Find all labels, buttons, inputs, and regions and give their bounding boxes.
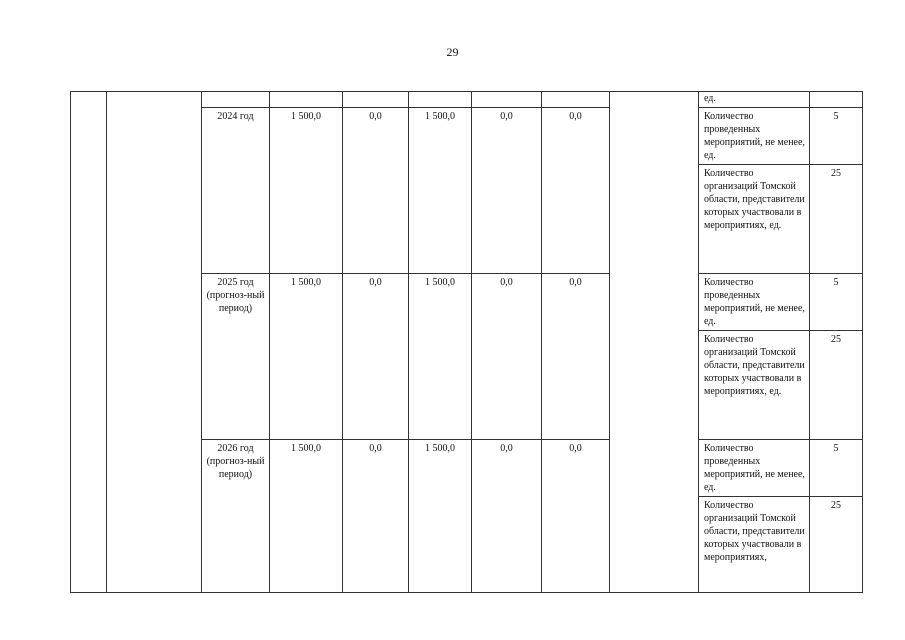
amount-cell: [343, 92, 409, 108]
indicator-text-cell: Количество организаций Томской области, представители которых участвовали в мероприятиях, ед.: [699, 331, 810, 440]
year-cell: [202, 92, 270, 108]
amount-cell: 0,0: [542, 440, 610, 593]
row-number-cell: [71, 92, 107, 593]
amount-cell: 0,0: [542, 274, 610, 440]
amount-cell: 0,0: [472, 440, 542, 593]
amount-cell: [409, 92, 472, 108]
amount-cell: 1 500,0: [270, 274, 343, 440]
indicator-value-cell: 25: [810, 165, 863, 274]
page-number: 29: [446, 45, 459, 59]
executor-cell: [610, 92, 699, 593]
amount-cell: [542, 92, 610, 108]
indicator-text-cell: Количество проведенных мероприятий, не менее, ед.: [699, 440, 810, 497]
program-table: [70, 91, 863, 593]
amount-cell: 0,0: [472, 274, 542, 440]
amount-cell: 1 500,0: [270, 440, 343, 593]
indicator-text-cell: Количество проведенных мероприятий, не менее, ед.: [699, 274, 810, 331]
indicator-text-cell: Количество проведенных мероприятий, не менее, ед.: [699, 108, 810, 165]
amount-cell: 0,0: [542, 108, 610, 274]
amount-cell: 0,0: [343, 108, 409, 274]
amount-cell: 1 500,0: [409, 108, 472, 274]
amount-cell: 1 500,0: [409, 274, 472, 440]
table-row: [71, 92, 863, 108]
amount-cell: 0,0: [343, 274, 409, 440]
amount-cell: 0,0: [343, 440, 409, 593]
indicator-value-cell: 25: [810, 331, 863, 440]
year-cell: 2024 год: [202, 108, 270, 274]
indicator-value-cell: 25: [810, 497, 863, 593]
indicator-text-cell: ед.: [699, 92, 810, 108]
indicator-value-cell: [810, 92, 863, 108]
year-cell: 2025 год (прогноз-ный период): [202, 274, 270, 440]
indicator-value-cell: 5: [810, 108, 863, 165]
amount-cell: [472, 92, 542, 108]
event-name-cell: [107, 92, 202, 593]
amount-cell: 1 500,0: [270, 108, 343, 274]
indicator-text-cell: Количество организаций Томской области, представители которых участвовали в мероприятиях,: [699, 497, 810, 593]
indicator-value-cell: 5: [810, 274, 863, 331]
year-cell: 2026 год (прогноз-ный период): [202, 440, 270, 593]
amount-cell: 1 500,0: [409, 440, 472, 593]
amount-cell: [270, 92, 343, 108]
indicator-text-cell: Количество организаций Томской области, представители которых участвовали в мероприятиях, ед.: [699, 165, 810, 274]
indicator-value-cell: 5: [810, 440, 863, 497]
amount-cell: 0,0: [472, 108, 542, 274]
